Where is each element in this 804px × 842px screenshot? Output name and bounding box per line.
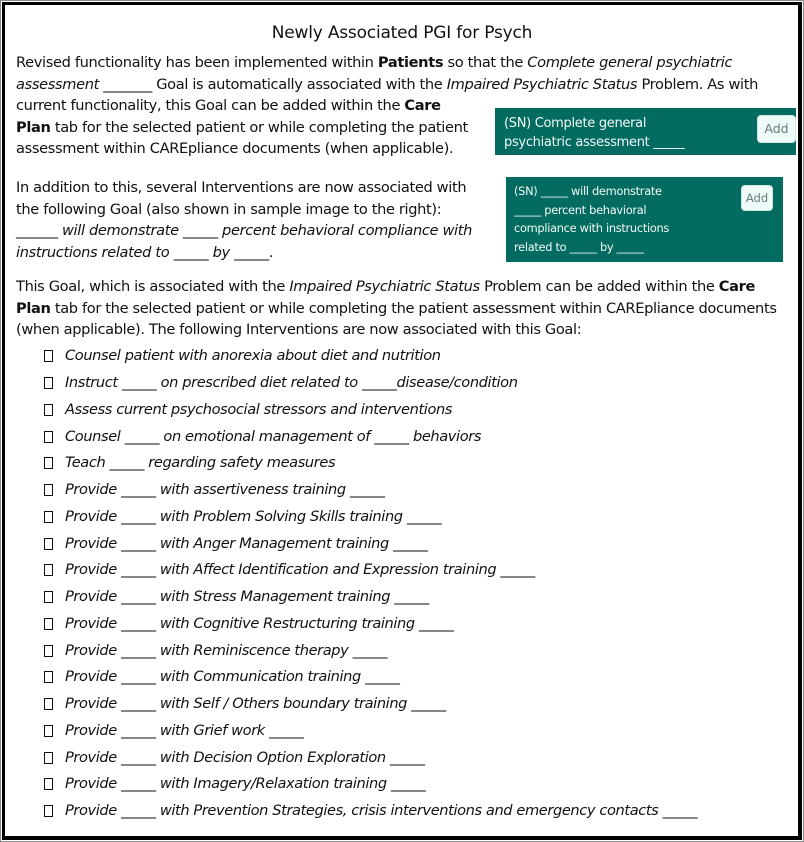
list-item [42, 370, 697, 397]
checkbox-icon [44, 538, 53, 550]
intervention-text: Provide _____ with Grief work _____ [65, 721, 304, 739]
goal-card-text [514, 182, 669, 256]
list-item [42, 557, 697, 584]
goal-statement-line-2 [16, 242, 496, 264]
goal-statement-line-1 [16, 220, 496, 242]
care-plan-term: Care [718, 278, 756, 295]
care-plan-term: Plan [16, 299, 51, 317]
care-plan-term: Plan [16, 118, 51, 136]
text: This Goal, which is associated with the [16, 278, 290, 295]
intervention-text: Counsel _____ on emotional management of _____ behaviors [65, 427, 482, 445]
goal-statement: ______ will demonstrate _____ percent behavioral compliance with [16, 222, 473, 240]
goal-card-line: related to _____ by _____ [514, 239, 644, 254]
goal-card-line: compliance with instructions [514, 221, 670, 235]
goal-card-line: _____ percent behavioral [514, 202, 647, 217]
intervention-text: Teach _____ regarding safety measures [65, 454, 336, 472]
list-item [42, 718, 697, 745]
checkbox-icon [44, 805, 53, 817]
list-item [42, 611, 697, 638]
list-item [42, 423, 697, 450]
patients-term: Patients [377, 54, 444, 71]
interventions-list [42, 343, 697, 825]
text: assessment within CAREpliance documents (when applicable). [16, 140, 454, 158]
list-item [42, 450, 697, 477]
checkbox-icon [44, 618, 53, 630]
text: tab for the selected patient or while completing the patient [50, 118, 468, 136]
text: so that the [443, 54, 528, 71]
list-item [42, 397, 697, 424]
checkbox-icon [44, 698, 53, 710]
intervention-text: Counsel patient with anorexia about diet and nutrition [65, 347, 441, 365]
interventions-intro-paragraph [16, 177, 496, 263]
intervention-text: Instruct _____ on prescribed diet related to _____disease/condition [65, 374, 518, 392]
checkbox-icon [44, 725, 53, 737]
goal-card-line: psychiatric assessment _____ [504, 135, 685, 150]
list-item [42, 798, 697, 825]
checkbox-icon [44, 484, 53, 496]
sample-goal-card-behavioral-compliance [506, 177, 783, 262]
problem-name: Impaired Psychiatric Status [446, 75, 638, 93]
checkbox-icon [44, 671, 53, 683]
checkbox-icon [44, 350, 53, 362]
checkbox-icon [44, 591, 53, 603]
add-goal-button[interactable]: Add [757, 115, 796, 143]
intervention-text: Assess current psychosocial stressors and interventions [65, 400, 453, 418]
list-item [42, 477, 697, 504]
text: Problem. As with [637, 75, 759, 93]
list-item [42, 343, 697, 370]
intervention-text: Provide _____ with Imagery/Relaxation training _____ [65, 775, 426, 793]
goal-association-line-2 [16, 298, 798, 320]
goal-card-text [504, 114, 684, 152]
problem-name: Impaired Psychiatric Status [289, 278, 480, 295]
list-item [42, 637, 697, 664]
intervention-text: Provide _____ with assertiveness training _____ [65, 481, 385, 499]
text: Goal is automatically associated with the [151, 75, 447, 93]
checkbox-icon [44, 752, 53, 764]
goal-card-line: (SN) Complete general [504, 116, 647, 131]
checkbox-icon [44, 431, 53, 443]
goal-association-line-1 [16, 276, 798, 298]
checkbox-icon [44, 511, 53, 523]
text: Problem can be added within the [479, 278, 719, 295]
goal-name: Complete general psychiatric [527, 54, 733, 71]
list-item [42, 771, 697, 798]
intervention-text: Provide _____ with Anger Management training _____ [65, 534, 428, 552]
sample-goal-card-psychiatric-assessment [495, 108, 796, 155]
list-item [42, 504, 697, 531]
intervention-text: Provide _____ with Decision Option Exploration _____ [65, 748, 425, 766]
goal-association-line-3: (when applicable). The following Interventions are now associated with this Goal: [16, 321, 582, 339]
goal-card-line: (SN) _____ will demonstrate [514, 184, 662, 198]
list-item [42, 664, 697, 691]
checkbox-icon [44, 457, 53, 469]
checkbox-icon [44, 778, 53, 790]
list-item [42, 691, 697, 718]
text: current functionality, this Goal can be added within the [16, 97, 405, 115]
text: tab for the selected patient or while completing the patient assessment within CAREpliance documents [50, 299, 777, 317]
checkbox-icon [44, 564, 53, 576]
checkbox-icon [44, 377, 53, 389]
intervention-text: Provide _____ with Reminiscence therapy _____ [65, 641, 388, 659]
text: the following Goal (also shown in sample image to the right): [16, 200, 442, 218]
goal-name: assessment _______ [16, 75, 152, 93]
intervention-text: Provide _____ with Cognitive Restructuring training _____ [65, 614, 454, 632]
text: In addition to this, several Interventions are now associated with [16, 179, 467, 196]
intervention-text: Provide _____ with Stress Management training _____ [65, 588, 429, 606]
care-plan-term: Care [404, 97, 441, 115]
goal-statement: instructions related to _____ by _____ [16, 243, 269, 261]
intervention-text: Provide _____ with Problem Solving Skills training _____ [65, 507, 442, 525]
list-item [42, 744, 697, 771]
list-item [42, 530, 697, 557]
list-item [42, 584, 697, 611]
add-goal-button[interactable]: Add [741, 185, 773, 211]
intro-line-2 [16, 74, 796, 96]
checkbox-icon [44, 404, 53, 416]
intervention-text: Provide _____ with Communication training _____ [65, 668, 400, 686]
page-title: Newly Associated PGI for Psych [271, 23, 533, 43]
text: . [268, 243, 274, 261]
text: Revised functionality has been implemented within [16, 54, 378, 71]
intervention-text: Provide _____ with Self / Others boundary training _____ [65, 695, 446, 713]
goal-association-paragraph [16, 276, 798, 341]
checkbox-icon [44, 645, 53, 657]
intro-line-1 [16, 52, 796, 74]
intervention-text: Provide _____ with Prevention Strategies, crisis interventions and emergency contacts _____ [65, 802, 698, 820]
intervention-text: Provide _____ with Affect Identification and Expression training _____ [65, 561, 535, 579]
